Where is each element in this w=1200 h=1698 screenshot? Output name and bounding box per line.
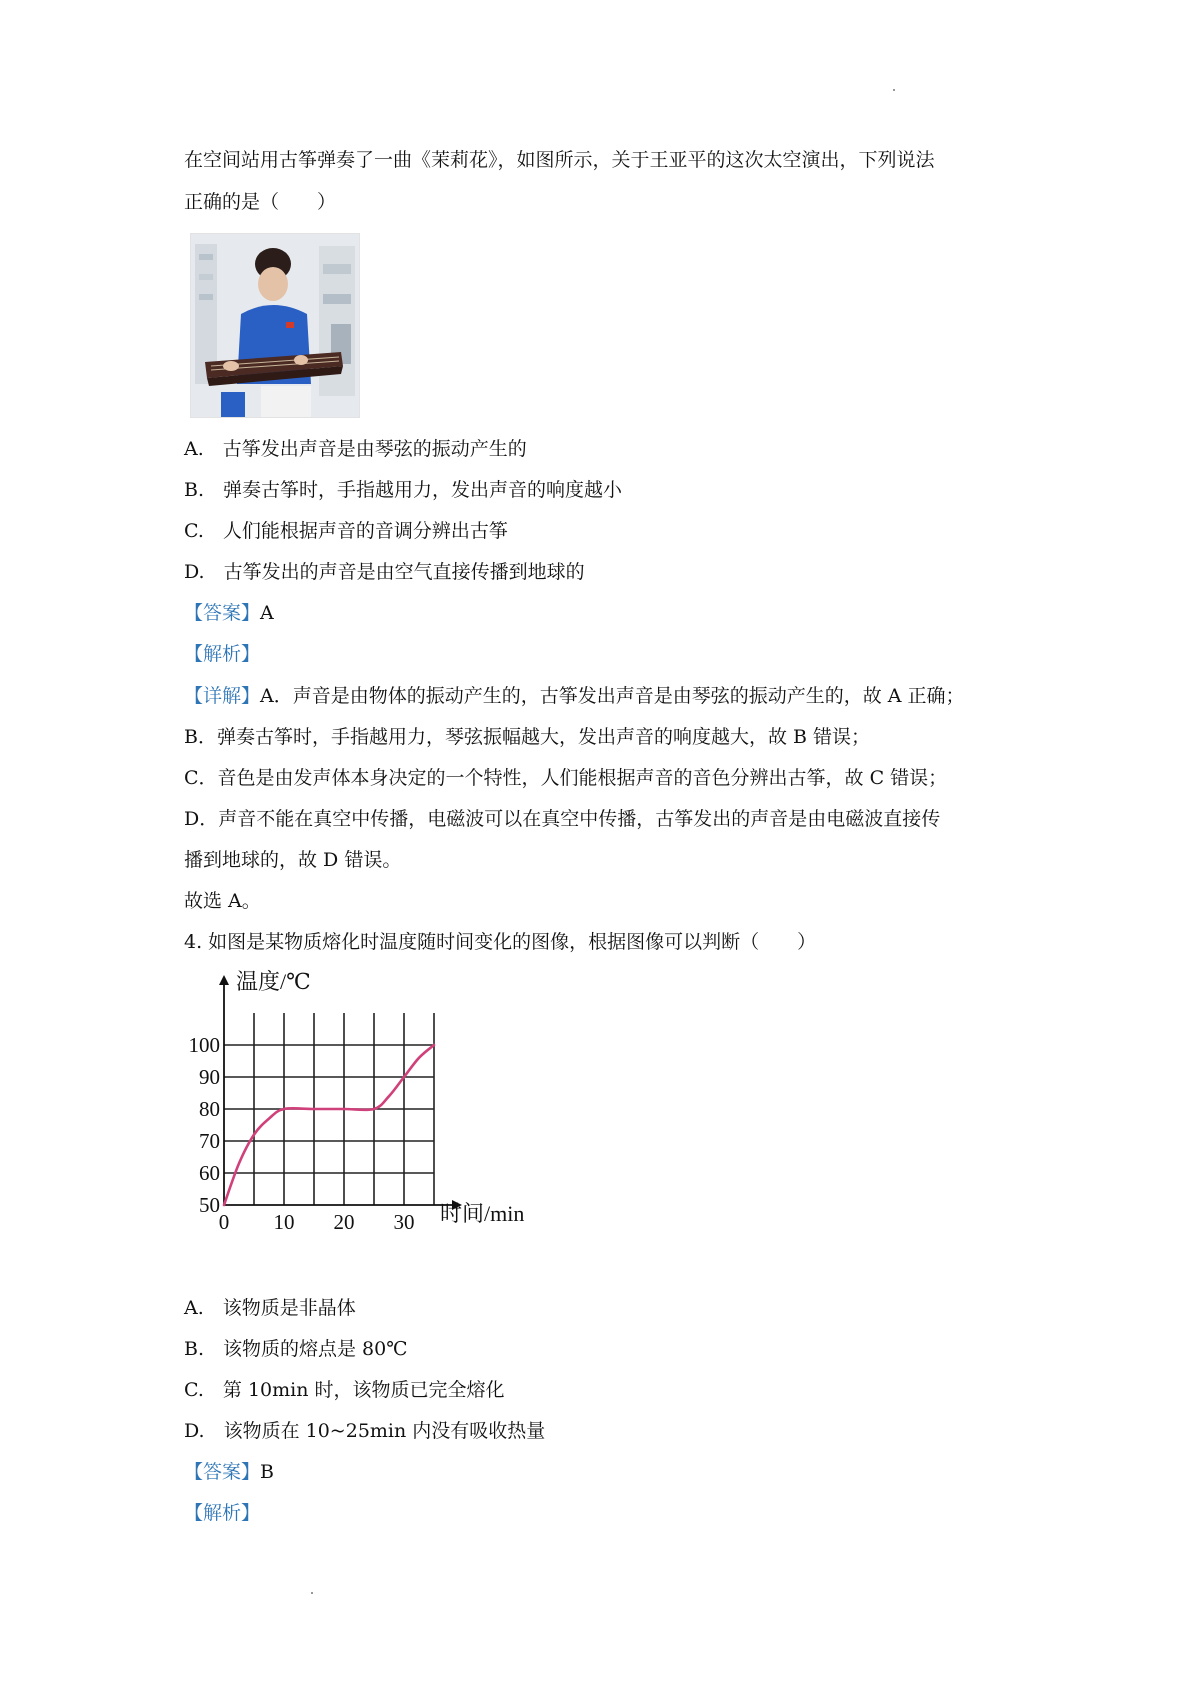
q3-option-c: C. 人们能根据声音的音调分辨出古筝 <box>184 520 508 542</box>
q3-detail-line4: D．声音不能在真空中传播，电磁波可以在真空中传播，古筝发出的声音是由电磁波直接传 <box>184 808 941 830</box>
q3-detail-text1: A．声音是由物体的振动产生的，古筝发出声音是由琴弦的振动产生的，故 A 正确； <box>260 685 965 707</box>
q3-detail-label: 【详解】 <box>184 685 261 707</box>
q3-analysis-label: 【解析】 <box>184 643 261 665</box>
y-tick-label: 70 <box>199 1129 220 1153</box>
q3-detail-line5: 播到地球的，故 D 错误。 <box>184 849 402 871</box>
x-tick-label: 10 <box>273 1210 295 1234</box>
y-tick-label: 60 <box>199 1161 220 1185</box>
q4-option-c: C. 第 10min 时，该物质已完全熔化 <box>184 1379 505 1401</box>
x-tick-label: 0 <box>218 1210 230 1234</box>
x-tick-label: 20 <box>333 1210 355 1234</box>
y-axis-title: 温度/℃ <box>236 969 311 994</box>
q3-detail-line1 <box>184 683 965 709</box>
q3-answer-row <box>184 600 274 626</box>
q4-option-d: D. 该物质在 10~25min 内没有吸收热量 <box>184 1420 546 1442</box>
chart-series <box>224 1045 434 1205</box>
q4-analysis-label: 【解析】 <box>184 1502 261 1524</box>
q3-stem-line2: 正确的是（ ） <box>184 191 337 213</box>
q4-answer-row <box>184 1459 274 1485</box>
q4-option-b: B. 该物质的熔点是 80℃ <box>184 1338 408 1360</box>
y-tick-label: 90 <box>199 1065 220 1089</box>
photo-illustration <box>191 234 359 417</box>
q3-stem-line1: 在空间站用古筝弹奏了一曲《茉莉花》，如图所示，关于王亚平的这次太空演出，下列说法 <box>184 149 935 171</box>
q3-answer-label: 【答案】 <box>184 602 261 624</box>
q4-answer-label: 【答案】 <box>184 1461 261 1483</box>
x-axis-title: 时间/min <box>440 1201 525 1226</box>
y-tick-label: 50 <box>199 1193 220 1217</box>
q3-answer-value: A <box>260 602 274 624</box>
q3-detail-line3: C．音色是由发声体本身决定的一个特性，人们能根据声音的音色分辨出古筝，故 C 错误； <box>184 767 948 789</box>
temperature-curve <box>224 1045 434 1205</box>
y-tick-label: 80 <box>199 1097 220 1121</box>
melting-curve-chart <box>178 965 538 1235</box>
q3-option-b: B. 弹奏古筝时，手指越用力，发出声音的响度越小 <box>184 479 623 501</box>
chart-axes <box>224 977 460 1205</box>
q4-option-a: A. 该物质是非晶体 <box>184 1297 356 1319</box>
chart-labels <box>189 969 525 1234</box>
guzheng-performance-photo <box>190 233 360 418</box>
q3-option-d: D. 古筝发出的声音是由空气直接传播到地球的 <box>184 561 585 583</box>
page-mark-bottom <box>311 1592 313 1594</box>
q3-option-a: A. 古筝发出声音是由琴弦的振动产生的 <box>184 438 527 460</box>
q4-answer-value: B <box>260 1461 274 1483</box>
y-tick-label: 100 <box>188 1033 220 1057</box>
page-mark-top <box>893 89 895 91</box>
q3-conclusion: 故选 A。 <box>184 890 261 912</box>
q3-detail-line2: B．弹奏古筝时，手指越用力，琴弦振幅越大，发出声音的响度越大，故 B 错误； <box>184 726 871 748</box>
x-tick-label: 30 <box>393 1210 415 1234</box>
q4-stem: 4. 如图是某物质熔化时温度随时间变化的图像，根据图像可以判断（ ） <box>184 931 817 953</box>
